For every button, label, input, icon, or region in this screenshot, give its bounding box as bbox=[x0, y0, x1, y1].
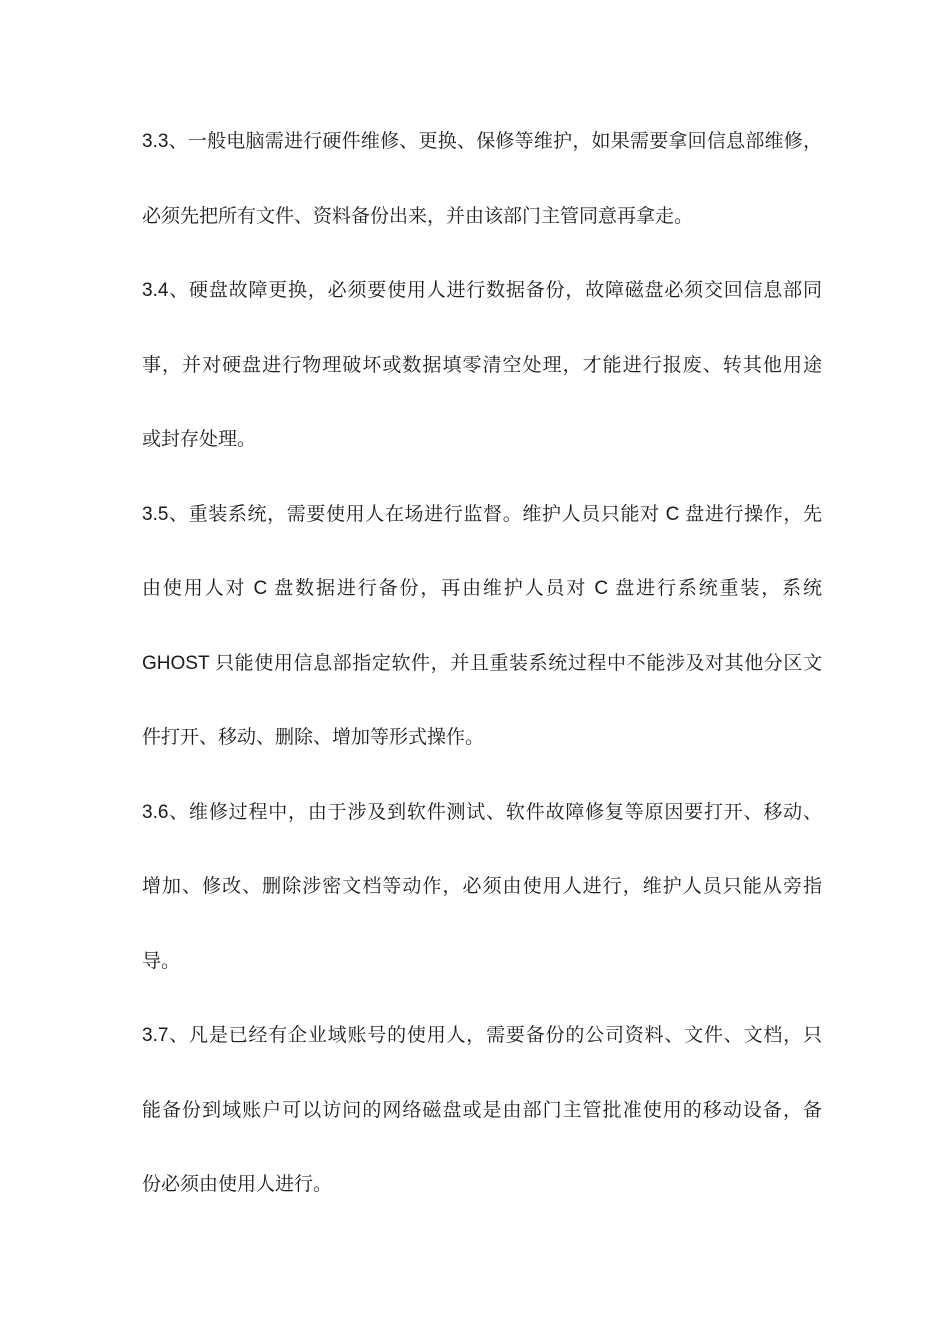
text-line: 件打开、移动、删除、增加等形式操作。 bbox=[142, 727, 485, 748]
text-line: 增加、修改、删除涉密文档等动作，必须由使用人进行，维护人员只能从旁指 bbox=[142, 876, 822, 897]
text-line: GHOST 只能使用信息部指定软件，并且重装系统过程中不能涉及对其他分区文 bbox=[142, 652, 822, 674]
paragraph-3-5 bbox=[142, 478, 822, 776]
text-line: 3.4、硬盘故障更换，必须要使用人进行数据备份，故障磁盘必须交回信息部同 bbox=[142, 280, 822, 301]
paragraph-3-4 bbox=[142, 254, 822, 478]
text-line: 事，并对硬盘进行物理破坏或数据填零清空处理，才能进行报废、转其他用途 bbox=[142, 354, 822, 376]
text-line: 必须先把所有文件、资料备份出来，并由该部门主管同意再拿走。 bbox=[142, 205, 694, 227]
paragraph-3-7 bbox=[142, 999, 822, 1223]
text-line: 3.5、重装系统，需要使用人在场进行监督。维护人员只能对 C 盘进行操作，先 bbox=[142, 503, 822, 525]
text-line: 能备份到域账户可以访问的网络磁盘或是由部门主管批准使用的移动设备，备 bbox=[142, 1099, 822, 1121]
paragraph-3-3 bbox=[142, 105, 822, 254]
text-line: 3.3、一般电脑需进行硬件维修、更换、保修等维护，如果需要拿回信息部维修， bbox=[142, 131, 822, 152]
text-line: 份必须由使用人进行。 bbox=[142, 1174, 333, 1195]
text-line: 或封存处理。 bbox=[142, 429, 257, 450]
paragraph-3-6 bbox=[142, 776, 822, 1000]
text-block bbox=[142, 105, 822, 1223]
text-line: 导。 bbox=[142, 950, 181, 972]
text-line: 3.7、凡是已经有企业域账号的使用人，需要备份的公司资料、文件、文档，只 bbox=[142, 1025, 822, 1046]
text-line: 3.6、维修过程中，由于涉及到软件测试、软件故障修复等原因要打开、移动、 bbox=[142, 801, 822, 823]
text-line: 由使用人对 C 盘数据进行备份，再由维护人员对 C 盘进行系统重装，系统 bbox=[142, 578, 822, 599]
